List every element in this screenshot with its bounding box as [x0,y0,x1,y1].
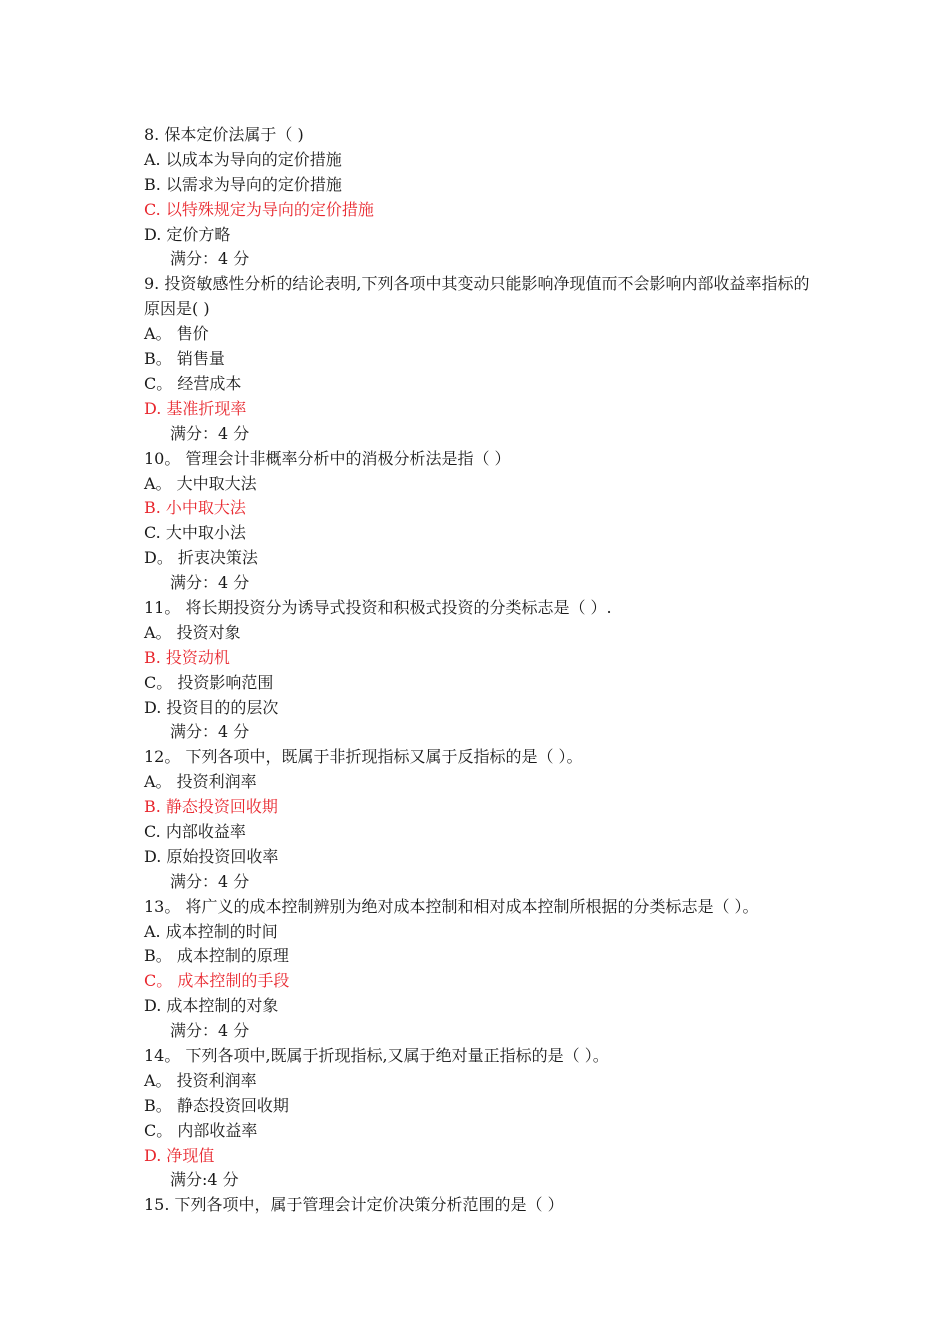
question-block [144,1193,824,1218]
question-score: 满分：4 分 [170,1021,250,1041]
correct-answer-option: D. 基准折现率 [144,398,247,418]
answer-option: D. 投资目的的层次 [144,697,279,717]
correct-answer-option: D. 净现值 [144,1145,215,1165]
answer-option: A. 以成本为导向的定价措施 [144,149,342,169]
answer-option: B。 成本控制的原理 [144,946,289,966]
question-block [144,123,824,272]
answer-option: A。 大中取大法 [144,473,257,493]
answer-option: C。 投资影响范围 [144,672,274,692]
answer-option: C. 内部收益率 [144,821,246,841]
answer-option: C。 经营成本 [144,373,242,393]
answer-option: D. 成本控制的对象 [144,996,279,1016]
question-block [144,1044,824,1193]
question-stem: 10。 管理会计非概率分析中的消极分析法是指（ ） [144,448,511,468]
question-score: 满分：4 分 [170,573,250,593]
question-block [144,272,824,446]
answer-option: D. 定价方略 [144,224,231,244]
question-stem: 12。 下列各项中，既属于非折现指标又属于反指标的是（ ）。 [144,747,583,767]
question-stem: 14。 下列各项中,既属于折现指标,又属于绝对量正指标的是（ ）。 [144,1045,609,1065]
question-block [144,447,824,596]
question-stem: 9. 投资敏感性分析的结论表明,下列各项中其变动只能影响净现值而不会影响内部收益率指标的原因是( ) [144,274,810,319]
answer-option: D. 原始投资回收率 [144,846,279,866]
answer-option: C. 大中取小法 [144,523,246,543]
correct-answer-option: B. 小中取大法 [144,498,246,518]
answer-option: B。 静态投资回收期 [144,1095,289,1115]
document-body [144,123,824,1218]
answer-option: A。 投资对象 [144,622,241,642]
question-block [144,745,824,894]
question-score: 满分：4 分 [170,871,250,891]
question-score: 满分：4 分 [170,722,250,742]
answer-option: A。 投资利润率 [144,772,257,792]
question-block [144,895,824,1044]
question-score: 满分：4 分 [170,249,250,269]
answer-option: B。 销售量 [144,349,225,369]
correct-answer-option: B. 静态投资回收期 [144,797,278,817]
question-stem: 15. 下列各项中，属于管理会计定价决策分析范围的是（ ） [144,1195,564,1215]
question-stem: 8. 保本定价法属于（ ) [144,125,304,144]
answer-option: C。 内部收益率 [144,1120,258,1140]
correct-answer-option: B. 投资动机 [144,647,230,667]
answer-option: D。 折衷决策法 [144,548,258,568]
question-score: 满分：4 分 [170,423,250,443]
answer-option: A. 成本控制的时间 [144,921,278,941]
answer-option: A。 投资利润率 [144,1070,257,1090]
question-score: 满分:4 分 [170,1170,239,1190]
answer-option: A。 售价 [144,324,209,344]
question-block [144,596,824,745]
question-stem: 13。 将广义的成本控制辨别为绝对成本控制和相对成本控制所根据的分类标志是（ ）。 [144,896,759,916]
correct-answer-option: C. 以特殊规定为导向的定价措施 [144,199,374,219]
question-stem: 11。 将长期投资分为诱导式投资和积极式投资的分类标志是（ ）. [144,597,612,617]
answer-option: B. 以需求为导向的定价措施 [144,174,342,194]
correct-answer-option: C。 成本控制的手段 [144,971,290,991]
